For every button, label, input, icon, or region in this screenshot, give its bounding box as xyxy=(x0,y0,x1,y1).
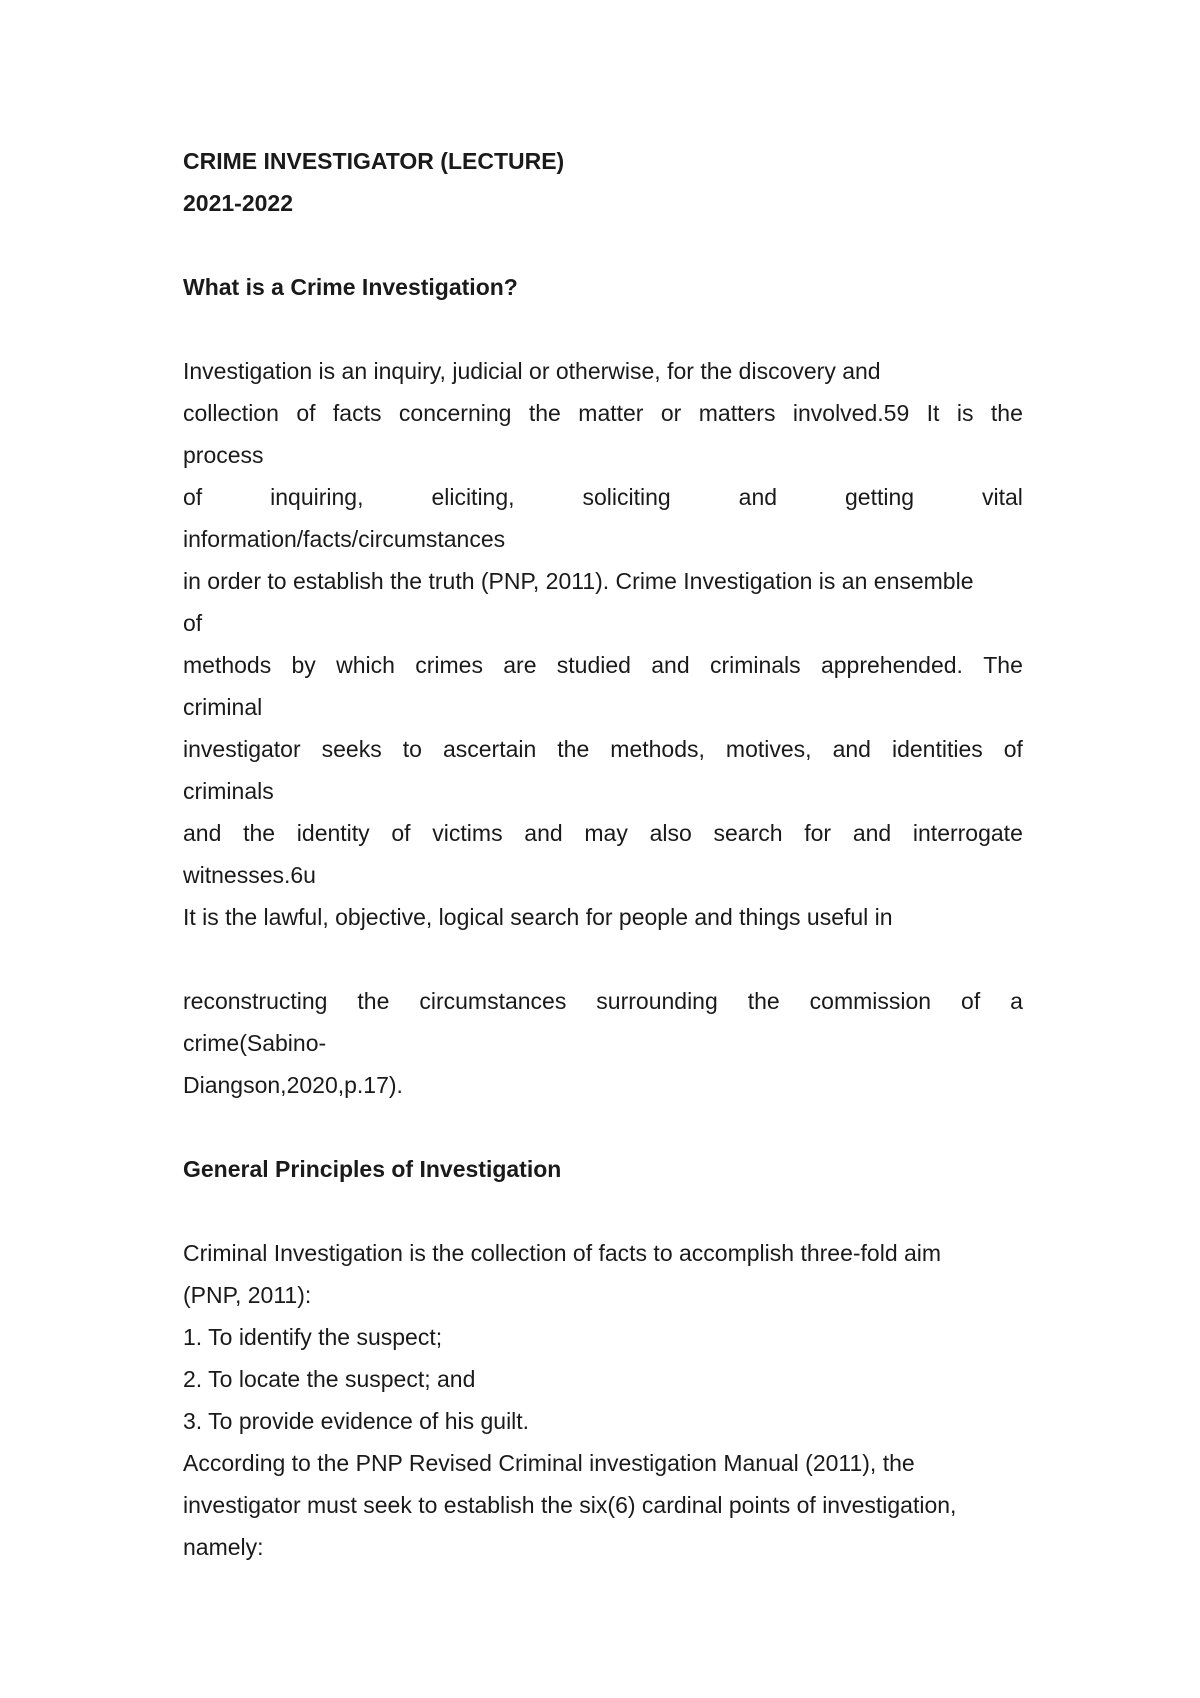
word: to xyxy=(402,736,422,762)
word: are xyxy=(503,652,537,678)
word: and xyxy=(524,820,563,846)
word: seeks xyxy=(321,736,382,762)
word: a xyxy=(1010,988,1023,1014)
word: matters xyxy=(698,400,776,426)
word: by xyxy=(291,652,316,678)
word: victims xyxy=(432,820,503,846)
word: It xyxy=(926,400,940,426)
word: the xyxy=(747,988,780,1014)
word: the xyxy=(990,400,1023,426)
paragraph-line: criminal xyxy=(183,694,263,720)
paragraph-line: of xyxy=(183,610,203,636)
list-item: 2. To locate the suspect; and xyxy=(183,1366,476,1392)
word: apprehended. xyxy=(820,652,963,678)
word: and xyxy=(852,820,892,846)
paragraph-line: It is the lawful, objective, logical search for people and things useful in xyxy=(183,904,893,930)
paragraph-line: process xyxy=(183,442,264,468)
word: matter xyxy=(578,400,644,426)
paragraph-line: information/facts/circumstances xyxy=(183,526,506,552)
word: may xyxy=(584,820,628,846)
word: surrounding xyxy=(596,988,718,1014)
word: the xyxy=(557,736,590,762)
word: commission xyxy=(809,988,932,1014)
word: for xyxy=(804,820,832,846)
word: criminals xyxy=(709,652,801,678)
word: crimes xyxy=(415,652,483,678)
word: motives, xyxy=(725,736,812,762)
word: getting xyxy=(845,484,915,510)
word: reconstructing xyxy=(183,988,328,1014)
word: facts xyxy=(332,400,382,426)
word: ascertain xyxy=(442,736,537,762)
paragraph-line: Investigation is an inquiry, judicial or otherwise, for the discovery and xyxy=(183,358,881,384)
document-title: CRIME INVESTIGATOR (LECTURE) xyxy=(183,148,565,174)
list-item: 3. To provide evidence of his guilt. xyxy=(183,1408,530,1434)
paragraph-line-justified xyxy=(183,476,1023,518)
paragraph-line-justified xyxy=(183,980,1023,1022)
document-body xyxy=(183,140,1023,1568)
paragraph-line-justified xyxy=(183,644,1023,686)
word: the xyxy=(357,988,390,1014)
word: involved.59 xyxy=(792,400,910,426)
word: of xyxy=(391,820,411,846)
word: identities xyxy=(891,736,983,762)
word: which xyxy=(336,652,395,678)
word: inquiring, xyxy=(270,484,364,510)
word: investigator xyxy=(183,736,301,762)
word: soliciting xyxy=(582,484,671,510)
section-heading-general-principles: General Principles of Investigation xyxy=(183,1156,562,1182)
word: of xyxy=(296,400,316,426)
word: methods, xyxy=(610,736,705,762)
word: studied xyxy=(556,652,631,678)
paragraph-line: namely: xyxy=(183,1534,264,1560)
paragraph-line: Criminal Investigation is the collection of facts to accomplish three-fold aim xyxy=(183,1240,942,1266)
word: also xyxy=(649,820,692,846)
word: or xyxy=(660,400,682,426)
paragraph-line-justified xyxy=(183,812,1023,854)
word: of xyxy=(1003,736,1023,762)
word: eliciting, xyxy=(431,484,515,510)
list-item: 1. To identify the suspect; xyxy=(183,1324,443,1350)
paragraph-line-justified xyxy=(183,392,1023,434)
word: circumstances xyxy=(419,988,567,1014)
word: The xyxy=(983,652,1023,678)
word: of xyxy=(183,484,203,510)
paragraph-line: According to the PNP Revised Criminal investigation Manual (2011), the xyxy=(183,1450,915,1476)
paragraph-line: (PNP, 2011): xyxy=(183,1282,312,1308)
paragraph-line-justified xyxy=(183,728,1023,770)
word: methods xyxy=(183,652,272,678)
word: the xyxy=(528,400,561,426)
word: of xyxy=(961,988,981,1014)
word: and xyxy=(738,484,778,510)
document-year: 2021-2022 xyxy=(183,190,293,216)
word: search xyxy=(713,820,783,846)
paragraph-line: crime(Sabino- xyxy=(183,1030,327,1056)
paragraph-line: in order to establish the truth (PNP, 2011). Crime Investigation is an ensemble xyxy=(183,568,974,594)
word: and xyxy=(651,652,690,678)
word: vital xyxy=(982,484,1023,510)
paragraph-line: Diangson,2020,p.17). xyxy=(183,1072,403,1098)
word: interrogate xyxy=(912,820,1023,846)
paragraph-line: investigator must seek to establish the six(6) cardinal points of investigation, xyxy=(183,1492,957,1518)
word: collection xyxy=(183,400,279,426)
word: identity xyxy=(296,820,370,846)
word: and xyxy=(183,820,222,846)
paragraph-line: witnesses.6u xyxy=(183,862,316,888)
word: is xyxy=(956,400,974,426)
word: concerning xyxy=(398,400,512,426)
word: the xyxy=(243,820,276,846)
paragraph-line: criminals xyxy=(183,778,274,804)
section-heading-crime-investigation: What is a Crime Investigation? xyxy=(183,274,518,300)
word: and xyxy=(832,736,871,762)
